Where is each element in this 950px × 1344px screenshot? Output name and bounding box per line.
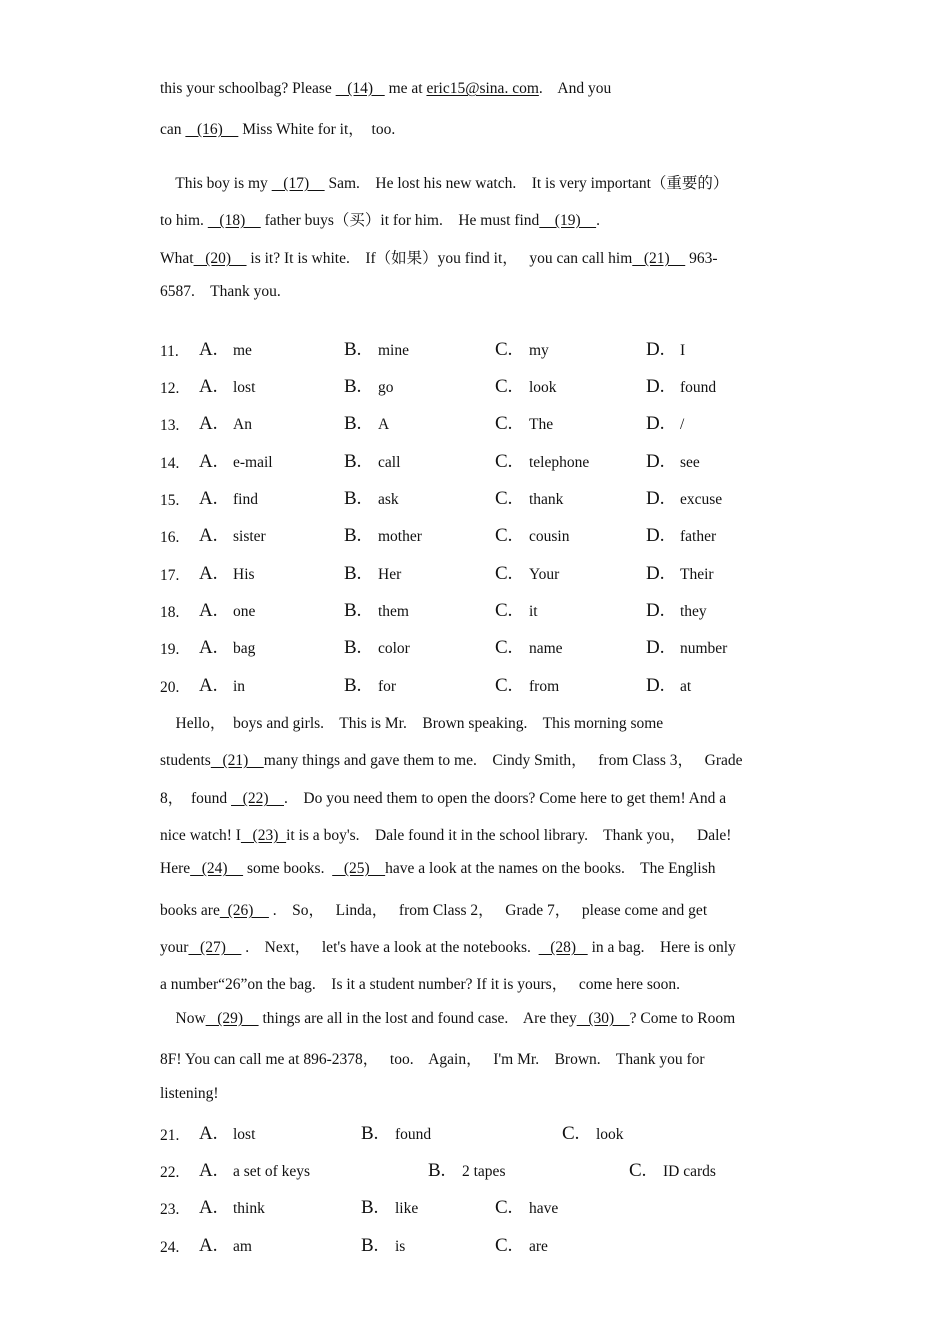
answer-option[interactable] (199, 1197, 265, 1219)
text-segment: can (160, 121, 186, 138)
passage-2-line (160, 1047, 705, 1069)
text-segment: 6587. Thank you. (160, 283, 281, 300)
answer-option[interactable] (495, 525, 569, 547)
question-number: 11. (160, 343, 179, 360)
question-number: 20. (160, 679, 180, 696)
answer-option[interactable] (646, 637, 727, 659)
option-text: cousin (529, 528, 570, 545)
question-row (160, 675, 800, 705)
option-text: mine (378, 342, 409, 359)
blank-segment: (28) (538, 939, 588, 956)
option-letter: B. (344, 600, 362, 621)
option-letter: C. (495, 525, 513, 546)
question-row (160, 451, 800, 481)
option-letter: C. (495, 413, 513, 434)
option-letter: B. (344, 488, 362, 509)
answer-option[interactable] (199, 413, 252, 435)
option-letter: D. (646, 525, 665, 546)
option-text: 2 tapes (462, 1163, 506, 1180)
answer-option[interactable] (428, 1160, 505, 1182)
option-text: a set of keys (233, 1163, 311, 1180)
answer-option[interactable] (646, 563, 714, 585)
option-text: Their (680, 566, 714, 583)
option-text: found (395, 1126, 432, 1143)
text-segment: nice watch! I (160, 827, 241, 844)
option-text: have (529, 1200, 559, 1217)
option-text: one (233, 603, 256, 620)
text-segment: What (160, 250, 194, 267)
text-segment: Miss White for it， too. (238, 121, 396, 138)
question-row (160, 600, 800, 630)
passage-2-line (160, 748, 743, 770)
option-text: I (680, 342, 686, 359)
answer-option[interactable] (344, 563, 401, 585)
answer-option[interactable] (495, 413, 553, 435)
option-text: The (529, 416, 554, 433)
option-letter: A. (199, 488, 218, 509)
option-text: mother (378, 528, 422, 545)
option-letter: A. (199, 600, 218, 621)
passage-2-line (160, 898, 707, 920)
question-row (160, 563, 800, 593)
text-segment: things are all in the lost and found case. Are they (258, 1010, 577, 1027)
option-text: call (378, 454, 401, 471)
answer-option[interactable] (646, 600, 707, 622)
option-letter: A. (199, 637, 218, 658)
option-text: bag (233, 640, 256, 657)
text-segment: . (596, 212, 600, 229)
option-text: lost (233, 1126, 256, 1143)
question-row (160, 1123, 800, 1153)
option-text: telephone (529, 454, 590, 471)
option-letter: A. (199, 1197, 218, 1218)
passage-1-line (160, 171, 728, 193)
answer-option[interactable] (495, 451, 589, 473)
passage-2-line (160, 823, 731, 845)
text-segment: a number“26”on the bag. Is it a student number? If it is yours， come here soon. (160, 976, 680, 993)
blank-segment: (29) (205, 1010, 259, 1027)
option-letter: B. (344, 451, 362, 472)
option-letter: B. (428, 1160, 446, 1181)
option-letter: C. (495, 600, 513, 621)
blank-segment: (23) (240, 827, 287, 844)
question-row (160, 1235, 800, 1265)
answer-option[interactable] (646, 413, 684, 435)
text-segment: to him. (160, 212, 208, 229)
answer-option[interactable] (344, 376, 394, 398)
option-text: lost (233, 379, 256, 396)
answer-option[interactable] (495, 376, 557, 398)
answer-option[interactable] (199, 637, 255, 659)
blank-segment: (17) (271, 175, 325, 192)
option-letter: C. (629, 1160, 647, 1181)
answer-option[interactable] (646, 451, 700, 473)
option-letter: B. (344, 376, 362, 397)
answer-option[interactable] (199, 563, 255, 585)
answer-option[interactable] (199, 1235, 252, 1257)
question-number: 23. (160, 1201, 180, 1218)
option-letter: D. (646, 600, 665, 621)
option-text: is (395, 1238, 406, 1255)
question-number: 21. (160, 1127, 180, 1144)
answer-option[interactable] (495, 637, 563, 659)
blank-segment: (21) (210, 752, 264, 769)
option-letter: A. (199, 451, 218, 472)
option-text: father (680, 528, 717, 545)
passage-1-line (160, 246, 718, 268)
option-letter: D. (646, 563, 665, 584)
answer-option[interactable] (199, 600, 255, 622)
option-letter: A. (199, 1123, 218, 1144)
option-text: for (378, 678, 397, 695)
text-segment: 963- (685, 250, 718, 267)
option-letter: C. (562, 1123, 580, 1144)
option-letter: B. (344, 413, 362, 434)
option-letter: C. (495, 675, 513, 696)
option-letter: D. (646, 339, 665, 360)
answer-option[interactable] (199, 339, 252, 361)
answer-option[interactable] (646, 525, 716, 547)
option-text: Her (378, 566, 402, 583)
option-letter: A. (199, 376, 218, 397)
option-text: thank (529, 491, 564, 508)
text-segment: Sam. He lost his new watch. It is very important（重要的） (324, 175, 729, 192)
question-number: 22. (160, 1164, 180, 1181)
text-segment: Here (160, 860, 191, 877)
option-letter: A. (199, 525, 218, 546)
blank-segment: (24) (190, 860, 244, 877)
option-letter: A. (199, 1160, 218, 1181)
blank-segment: (22) (231, 790, 284, 807)
option-text: An (233, 416, 252, 433)
option-letter: D. (646, 451, 665, 472)
option-letter: B. (361, 1123, 379, 1144)
option-text: look (596, 1126, 624, 1143)
passage-1-line (160, 80, 611, 98)
option-letter: B. (344, 339, 362, 360)
option-letter: B. (344, 637, 362, 658)
question-row (160, 376, 800, 406)
text-segment: this your schoolbag? Please (160, 80, 336, 97)
option-text: it (529, 603, 538, 620)
text-segment: students (160, 752, 211, 769)
question-row (160, 413, 800, 443)
option-text: my (529, 342, 549, 359)
option-letter: B. (361, 1197, 379, 1218)
text-segment: . So， Linda， from Class 2， Grade 7， please come and get (268, 902, 708, 919)
text-segment: . And you (538, 80, 612, 97)
passage-1-line (160, 117, 395, 139)
passage-1-line (160, 283, 281, 301)
option-letter: A. (199, 413, 218, 434)
answer-option[interactable] (199, 1123, 255, 1145)
blank-segment: (21) (632, 250, 686, 267)
question-row (160, 637, 800, 667)
passage-2-line (160, 711, 663, 733)
option-text: from (529, 678, 560, 695)
text-segment: in a bag. Here is only (587, 939, 736, 956)
option-text: go (378, 379, 394, 396)
answer-option[interactable] (199, 451, 273, 473)
answer-option[interactable] (495, 563, 559, 585)
passage-2-line (160, 786, 726, 808)
answer-option[interactable] (495, 600, 538, 622)
passage-2-line (160, 935, 736, 957)
answer-option[interactable] (361, 1235, 405, 1257)
blank-segment: (26) (219, 902, 269, 919)
option-letter: D. (646, 413, 665, 434)
option-text: excuse (680, 491, 723, 508)
answer-option[interactable] (646, 339, 685, 361)
option-text: name (529, 640, 563, 657)
option-text: in (233, 678, 246, 695)
question-row (160, 525, 800, 555)
blank-segment: (25) (332, 860, 386, 877)
option-text: see (680, 454, 700, 471)
text-segment: . Do you need them to open the doors? Come here to get them! And a (284, 790, 727, 807)
blank-segment: (19) (539, 212, 597, 229)
text-segment: many things and gave them to me. Cindy Smith， from Class 3， Grade (263, 752, 743, 769)
option-letter: D. (646, 675, 665, 696)
question-number: 13. (160, 417, 180, 434)
question-number: 14. (160, 455, 180, 472)
option-letter: B. (344, 563, 362, 584)
answer-option[interactable] (344, 637, 410, 659)
text-segment: father buys（买）it for him. He must find (260, 212, 540, 229)
option-text: / (680, 416, 685, 433)
text-segment: ? Come to Room (629, 1010, 736, 1027)
option-text: ID cards (663, 1163, 716, 1180)
text-segment: some books. (243, 860, 333, 877)
option-letter: C. (495, 1197, 513, 1218)
option-text: e-mail (233, 454, 273, 471)
answer-option[interactable] (199, 376, 255, 398)
blank-segment: eric15@sina. com (426, 80, 539, 97)
option-letter: C. (495, 339, 513, 360)
blank-segment: (27) (188, 939, 242, 956)
answer-option[interactable] (344, 339, 409, 361)
question-row (160, 488, 800, 518)
answer-option[interactable] (629, 1160, 716, 1182)
option-text: think (233, 1200, 265, 1217)
option-text: number (680, 640, 728, 657)
option-text: me (233, 342, 252, 359)
question-number: 15. (160, 492, 180, 509)
question-number: 12. (160, 380, 180, 397)
answer-option[interactable] (495, 675, 559, 697)
option-text: found (680, 379, 717, 396)
text-segment: your (160, 939, 189, 956)
question-row (160, 339, 800, 369)
answer-option[interactable] (495, 1197, 558, 1219)
option-text: sister (233, 528, 266, 545)
text-segment: have a look at the names on the books. The English (385, 860, 716, 877)
option-text: look (529, 379, 557, 396)
option-text: am (233, 1238, 252, 1255)
option-letter: A. (199, 563, 218, 584)
option-letter: D. (646, 376, 665, 397)
answer-option[interactable] (344, 600, 409, 622)
answer-option[interactable] (646, 675, 691, 697)
answer-option[interactable] (562, 1123, 624, 1145)
question-number: 17. (160, 567, 180, 584)
option-letter: C. (495, 637, 513, 658)
option-letter: A. (199, 339, 218, 360)
option-letter: C. (495, 376, 513, 397)
question-number: 16. (160, 529, 180, 546)
option-letter: D. (646, 488, 665, 509)
option-letter: C. (495, 488, 513, 509)
passage-2-line (160, 1010, 735, 1028)
answer-option[interactable] (199, 675, 245, 697)
option-text: Your (529, 566, 560, 583)
option-letter: A. (199, 1235, 218, 1256)
passage-1-line (160, 208, 600, 230)
option-text: color (378, 640, 410, 657)
answer-option[interactable] (361, 1197, 418, 1219)
answer-option[interactable] (344, 413, 389, 435)
option-letter: B. (344, 675, 362, 696)
answer-option[interactable] (495, 488, 563, 510)
answer-option[interactable] (344, 488, 399, 510)
question-number: 24. (160, 1239, 180, 1256)
text-segment: it is a boy's. Dale found it in the school library. Thank you， Dale! (286, 827, 732, 844)
answer-option[interactable] (199, 488, 258, 510)
option-text: like (395, 1200, 419, 1217)
passage-2-line (160, 860, 715, 878)
text-segment: me at (384, 80, 427, 97)
option-text: ask (378, 491, 399, 508)
option-text: A (378, 416, 390, 433)
answer-option[interactable] (199, 1160, 310, 1182)
option-text: they (680, 603, 707, 620)
passage-2-line (160, 972, 680, 994)
answer-option[interactable] (495, 1235, 548, 1257)
option-text: His (233, 566, 255, 583)
blank-segment: (30) (576, 1010, 630, 1027)
answer-option[interactable] (344, 451, 400, 473)
question-number: 18. (160, 604, 180, 621)
answer-option[interactable] (646, 488, 722, 510)
answer-option[interactable] (361, 1123, 431, 1145)
option-letter: C. (495, 1235, 513, 1256)
option-text: find (233, 491, 258, 508)
text-segment: . Next， let's have a look at the notebooks. (241, 939, 539, 956)
option-letter: C. (495, 563, 513, 584)
answer-option[interactable] (344, 525, 422, 547)
text-segment: This boy is my (160, 175, 272, 192)
text-segment: 8， found (160, 790, 232, 807)
question-number: 19. (160, 641, 180, 658)
option-text: are (529, 1238, 548, 1255)
option-letter: D. (646, 637, 665, 658)
answer-option[interactable] (495, 339, 549, 361)
text-segment: listening! (160, 1085, 219, 1102)
option-text: them (378, 603, 409, 620)
text-segment: Hello， boys and girls. This is Mr. Brown speaking. This morning some (160, 715, 664, 732)
answer-option[interactable] (344, 675, 396, 697)
blank-segment: (14) (335, 80, 385, 97)
text-segment: 8F! You can call me at 896-2378， too. Again， I'm Mr. Brown. Thank you for (160, 1051, 705, 1068)
text-segment: books are (160, 902, 220, 919)
option-letter: A. (199, 675, 218, 696)
blank-segment: (18) (207, 212, 261, 229)
option-letter: C. (495, 451, 513, 472)
text-segment: Now (160, 1010, 206, 1027)
option-text: at (680, 678, 692, 695)
text-segment: is it? It is white. If（如果）you find it， you can call him (246, 250, 633, 267)
blank-segment: (16) (185, 121, 239, 138)
option-letter: B. (361, 1235, 379, 1256)
blank-segment: (20) (193, 250, 247, 267)
question-row (160, 1197, 800, 1227)
answer-option[interactable] (646, 376, 716, 398)
passage-2-line (160, 1085, 219, 1103)
question-row (160, 1160, 800, 1190)
answer-option[interactable] (199, 525, 266, 547)
option-letter: B. (344, 525, 362, 546)
